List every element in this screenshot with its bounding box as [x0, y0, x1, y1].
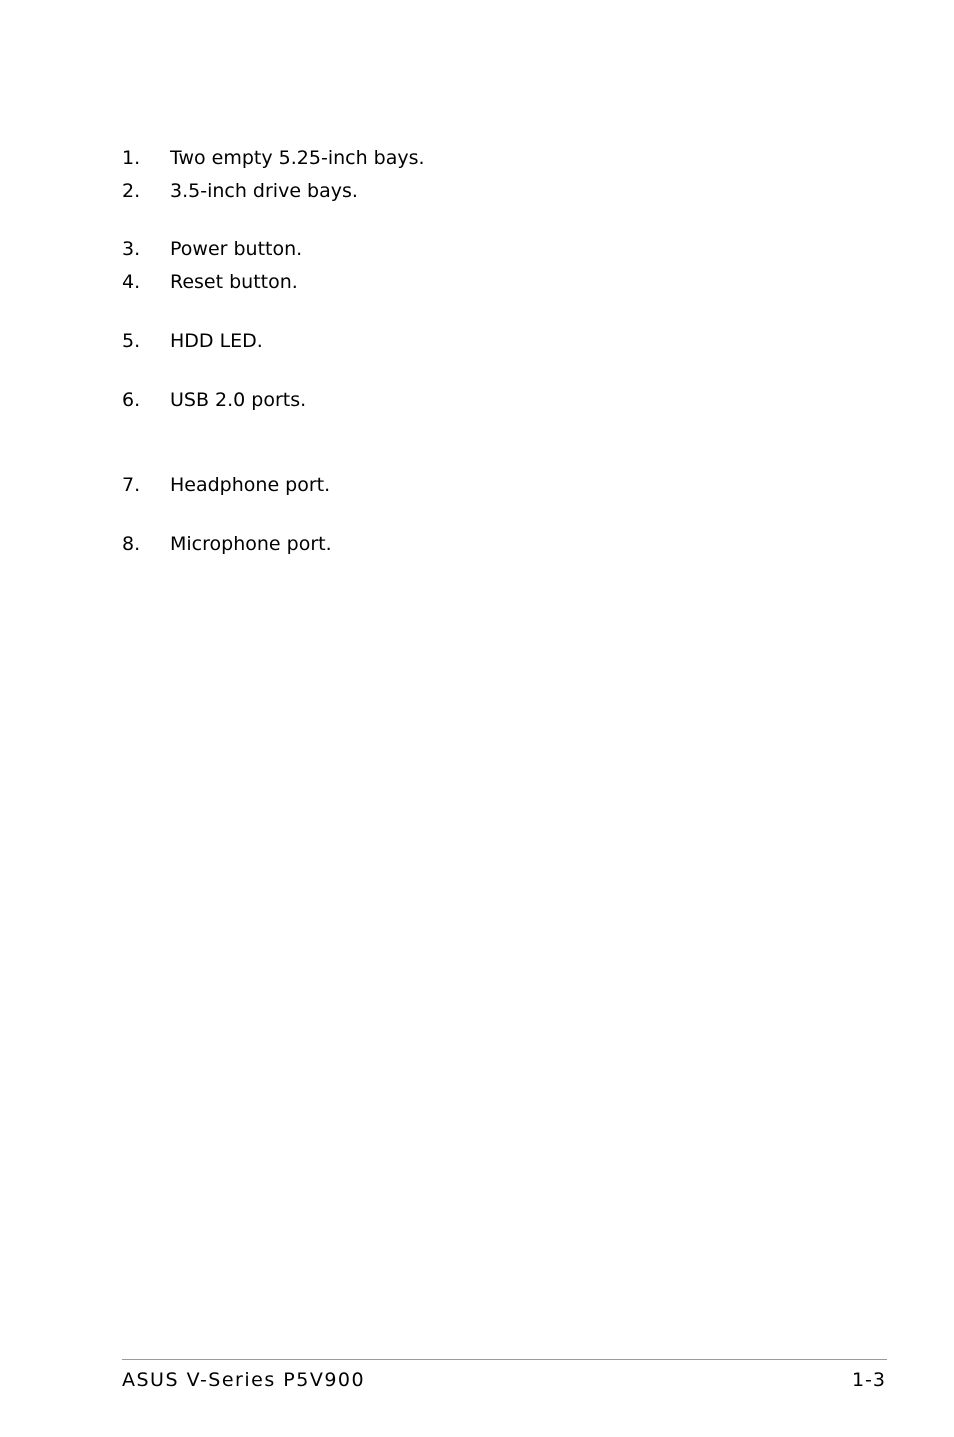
list-item [122, 145, 425, 171]
page-number: 1-3 [851, 1369, 886, 1391]
list-item-text: Headphone port. [170, 474, 331, 496]
list-item-text: Microphone port. [170, 533, 332, 555]
list-item [122, 178, 358, 204]
list-item [122, 387, 306, 413]
list-item [122, 531, 332, 557]
list-item-text: HDD LED. [170, 330, 263, 352]
list-item-number: 7. [122, 474, 141, 496]
list-item-number: 5. [122, 330, 141, 352]
list-item-text: Reset button. [170, 271, 298, 293]
list-item [122, 328, 263, 354]
list-item-text: Power button. [170, 238, 303, 260]
list-item-number: 8. [122, 533, 141, 555]
list-item-text: USB 2.0 ports. [170, 389, 307, 411]
list-item-number: 3. [122, 238, 141, 260]
list-item [122, 472, 330, 498]
list-item [122, 236, 302, 262]
list-item-text: 3.5-inch drive bays. [170, 180, 358, 202]
list-item-number: 2. [122, 180, 141, 202]
list-item [122, 269, 298, 295]
list-item-number: 4. [122, 271, 141, 293]
footer-divider [122, 1359, 887, 1360]
list-item-number: 1. [122, 147, 141, 169]
list-item-number: 6. [122, 389, 141, 411]
list-item-text: Two empty 5.25-inch bays. [170, 147, 425, 169]
footer-title: ASUS V-Series P5V900 [122, 1369, 366, 1391]
